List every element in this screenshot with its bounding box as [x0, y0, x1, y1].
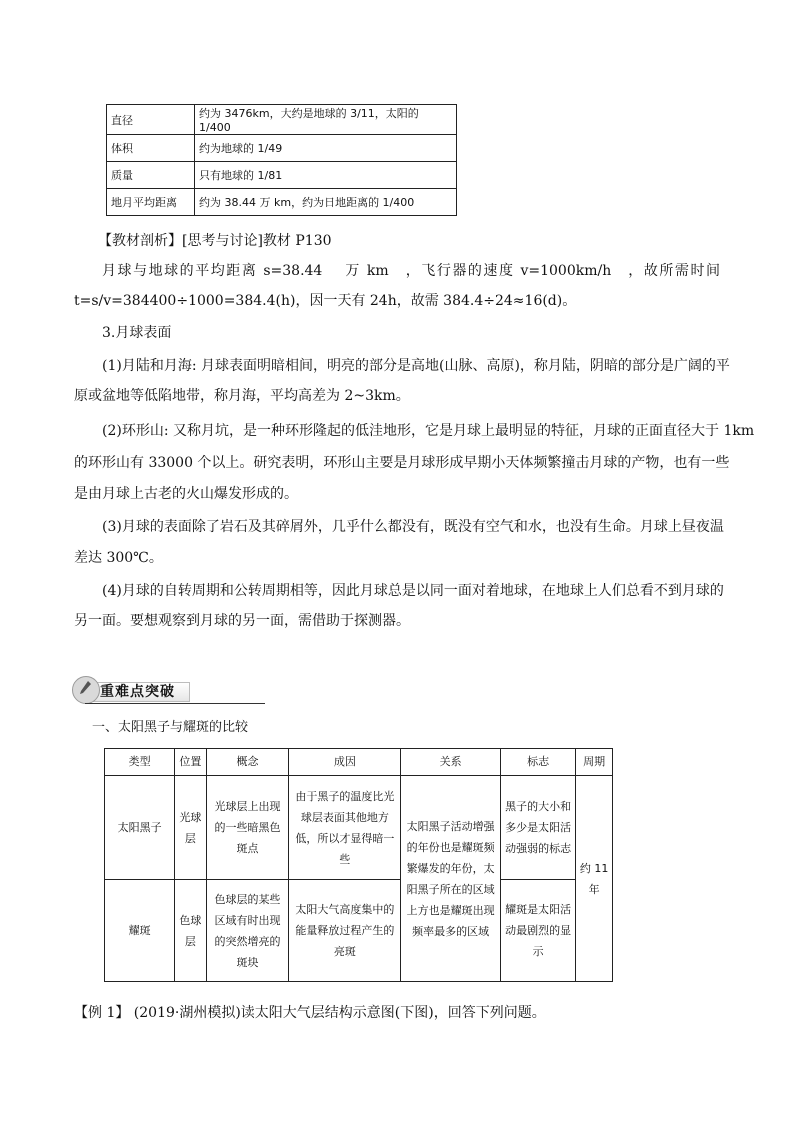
paragraph-line: 差达 300℃。 [74, 550, 163, 566]
table-header: 标志 [500, 749, 575, 776]
table-row [107, 105, 457, 135]
table-cell: 只有地球的 1/81 [195, 162, 457, 189]
paragraph-line: (4)月球的自转周期和公转周期相等，因此月球总是以同一面对着地球，在地球上人们总看不到月球的 [102, 583, 724, 599]
table-header: 类型 [105, 749, 175, 776]
table-header: 概念 [206, 749, 289, 776]
table-cell: 光球层 [175, 776, 206, 880]
table-header: 成因 [289, 749, 401, 776]
banner-underline [85, 703, 265, 704]
table-cell: 由于黑子的温度比光球层表面其他地方低，所以才显得暗一些 [289, 776, 401, 880]
table-row [105, 776, 613, 880]
pen-icon [78, 680, 92, 696]
banner-text: 重难点突破 [100, 684, 175, 700]
table-cell: 太阳黑子 [105, 776, 175, 880]
table-cell: 耀斑是太阳活动最剧烈的显示 [500, 880, 575, 982]
paragraph-line: 的环形山有 33000 个以上。研究表明，环形山主要是月球形成早期小天体频繁撞击月球的产物，也有一些 [74, 455, 730, 471]
table-cell: 地月平均距离 [107, 189, 195, 216]
table-cell: 耀斑 [105, 880, 175, 982]
table-row [107, 189, 457, 216]
table-cell: 太阳大气高度集中的能量释放过程产生的亮斑 [289, 880, 401, 982]
table-cell: 约为 3476km，大约是地球的 3/11，太阳的 1/400 [195, 105, 457, 135]
table-cell: 约为 38.44 万 km，约为日地距离的 1/400 [195, 189, 457, 216]
paragraph-line: 是由月球上古老的火山爆发形成的。 [74, 486, 298, 502]
table-cell: 色球层的某些区域有时出现的突然增亮的斑块 [206, 880, 289, 982]
table-cell: 约 11 年 [576, 776, 613, 982]
paragraph-line: (2)环形山: 又称月坑，是一种环形隆起的低洼地形，它是月球上最明显的特征，月球的正面直径大于 1km [102, 423, 755, 439]
table-cell: 体积 [107, 135, 195, 162]
table-row [107, 162, 457, 189]
paragraph-line: (1)月陆和月海: 月球表面明暗相间，明亮的部分是高地(山脉、高原)，称月陆，阴暗的部分是广阔的平 [102, 358, 730, 374]
table-header: 周期 [576, 749, 613, 776]
key-points-banner [72, 676, 196, 706]
table-cell: 光球层上出现的一些暗黑色斑点 [206, 776, 289, 880]
example-question: 【例 1】 (2019·湖州模拟)读太阳大气层结构示意图(下图)，回答下列问题。 [74, 1005, 546, 1021]
table-row [107, 135, 457, 162]
table-header: 位置 [175, 749, 206, 776]
table-cell: 直径 [107, 105, 195, 135]
table-cell: 质量 [107, 162, 195, 189]
paragraph-line: 原或盆地等低陷地带，称月海，平均高差为 2~3km。 [74, 388, 410, 404]
analysis-line: t=s/v=384400÷1000=384.4(h)，因一天有 24h，故需 384.4÷24≈16(d)。 [74, 293, 577, 309]
table-cell: 太阳黑子活动增强的年份也是耀斑频繁爆发的年份，太阳黑子所在的区域上方也是耀斑出现频率最多的区域 [401, 776, 501, 982]
sunspot-flare-table [104, 748, 613, 982]
table-header: 关系 [401, 749, 501, 776]
moon-facts-table [106, 104, 457, 216]
table-cell: 色球层 [175, 880, 206, 982]
table-cell: 约为地球的 1/49 [195, 135, 457, 162]
table-cell: 黑子的大小和多少是太阳活动强弱的标志 [500, 776, 575, 880]
analysis-heading: 【教材剖析】[思考与讨论]教材 P130 [98, 233, 332, 249]
section-title: 3.月球表面 [102, 325, 172, 341]
table-row [105, 880, 613, 982]
paragraph-line: 另一面。要想观察到月球的另一面，需借助于探测器。 [74, 613, 410, 629]
analysis-line: 月球与地球的平均距离 s=38.44 万 km ，飞行器的速度 v=1000km/h ，故所需时间 [102, 263, 720, 279]
table-header-row [105, 749, 613, 776]
paragraph-line: (3)月球的表面除了岩石及其碎屑外，几乎什么都没有，既没有空气和水，也没有生命。月球上昼夜温 [102, 519, 724, 535]
section-title: 一、太阳黑子与耀斑的比较 [92, 720, 249, 735]
